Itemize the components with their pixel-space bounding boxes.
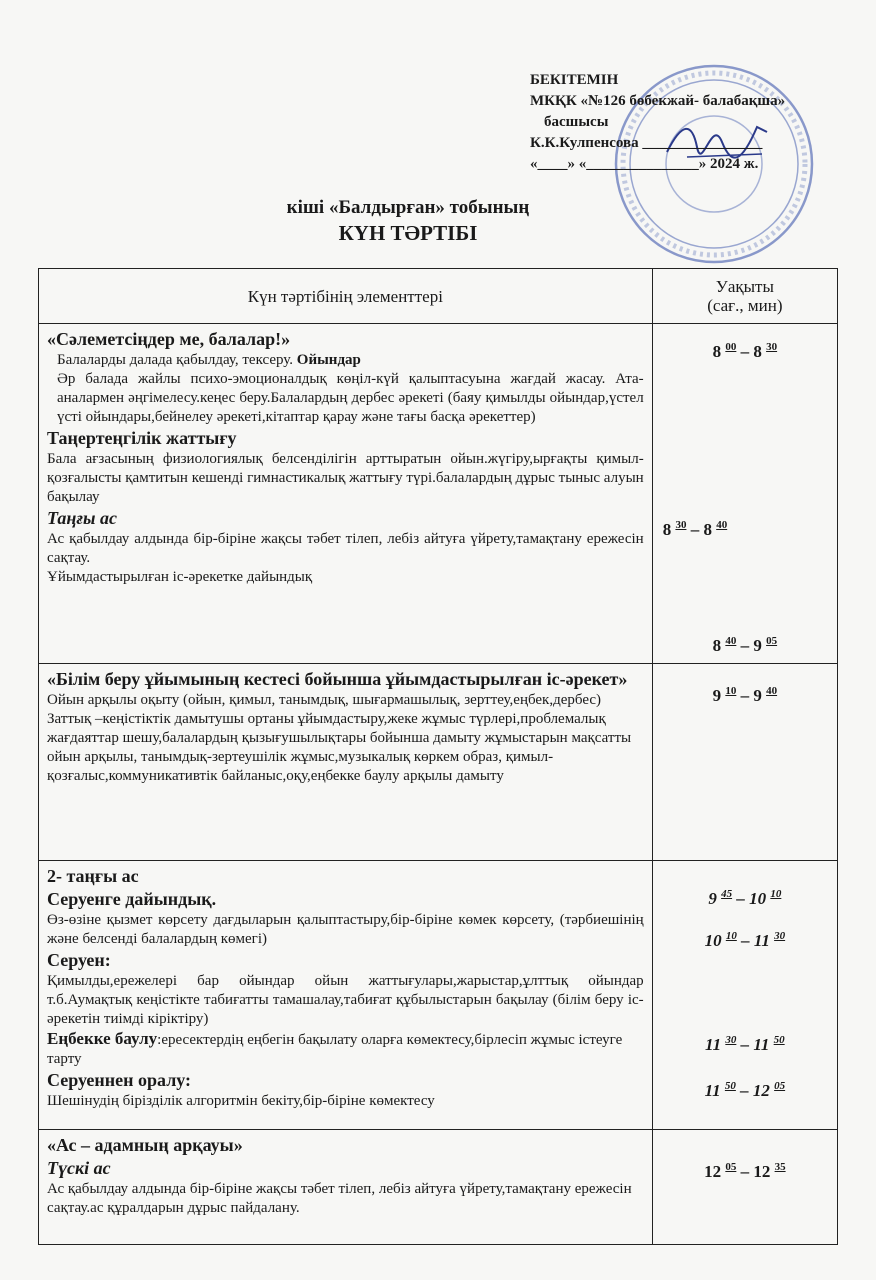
row-3-times [652, 861, 837, 1130]
row-1-prep-text: Ұйымдастырылған іс-әрекетке дайындық [47, 569, 313, 585]
row-1-heading: «Сәлеметсіңдер ме, балалар!» [47, 329, 291, 349]
row-3-walkprep-text: Өз-өзіне қызмет көрсету дағдыларын қалыптастыру,бір-біріне көмек көрсету, (тәрбиешінің және белсенді балалардың көмегі) [47, 912, 644, 947]
row-3-labor [47, 1029, 644, 1069]
table-row [39, 324, 838, 664]
daily-schedule-table [38, 268, 838, 1245]
time-range: 11 $^{50}$ – 12 $^{05}$ [704, 1080, 786, 1100]
approval-date: «____» «_______________» 2024 ж. [530, 156, 759, 172]
row-1-games-label: Ойындар [296, 352, 361, 368]
approval-head-name: К.К.Кулпенсова ________________ [530, 135, 763, 151]
header-time [652, 269, 837, 324]
header-time-unit: (сағ., мин) [707, 296, 783, 315]
row-1-exercise-text: Бала ағзасының физиологиялық белсенділігін арттыратын ойын.жүгіру,ырғақты қимыл-қозғалысты қамтитын кешенді гимнастикалық жаттығу түрі.балалардың дұрыс тыныс алуын бақылау [47, 451, 644, 505]
row-3-return-heading: Серуеннен оралу: [47, 1070, 192, 1090]
time-range: 9 $^{45}$ – 10 $^{10}$ [708, 888, 782, 908]
row-1-elements [39, 324, 653, 664]
table-row [39, 1130, 838, 1245]
table-row [39, 861, 838, 1130]
row-3-labor-text: :ересектердің еңбегін бақылату оларға көмектесу,бірлесіп жұмыс істеуге тарту [47, 1032, 623, 1067]
time-range: 9 $^{10}$ – 9 $^{40}$ [712, 685, 778, 705]
time-range: 8 $^{00}$ – 8 $^{30}$ [712, 341, 778, 361]
row-3-walkprep-heading: Серуенге дайындық. [47, 889, 217, 909]
row-1-breakfast-heading: Таңғы ас [47, 508, 117, 528]
row-3-labor-heading: Еңбекке баулу [47, 1029, 158, 1048]
document-title [0, 196, 876, 246]
approval-title: БЕКІТЕМІН [530, 72, 619, 88]
row-4-times [652, 1130, 837, 1245]
row-1-breakfast-text: Ас қабылдау алдында бір-біріне жақсы тәбет тілеп, лебіз айтуға үйрету,тамақтану ережесін сақтау. [47, 531, 644, 566]
time-range: 8 $^{30}$ – 8 $^{40}$ [662, 519, 728, 539]
header-elements: Күн тәртібінің элементтері [39, 269, 653, 324]
row-3-walk-heading: Серуен: [47, 950, 111, 970]
row-2-elements [39, 664, 653, 861]
row-3-elements [39, 861, 653, 1130]
row-4-lunch-heading: Түскі ас [47, 1158, 111, 1178]
row-1-reception-text: Балаларды далада қабылдау, тексеру. [57, 352, 294, 368]
schedule-title: КҮН ТӘРТІБІ [338, 221, 478, 245]
approval-block [530, 70, 860, 175]
time-range: 10 $^{10}$ – 11 $^{30}$ [704, 930, 786, 950]
row-2-text-2: Заттық –кеңістіктік дамытушы ортаны ұйымдастыру,жеке жұмыс түрлері,проблемалық жағдаяттар шешу,балалардың қызығушылықтары бойынша дамыту жұмыстарын мақсатты ойын арқылы, танымдық-зертеушілік жұмыс,музыкалық көркем образ, қимыл-қозғалыс,коммуникативтік байланыс,оқу,еңбекке баулу арқылы дамыту [47, 711, 632, 784]
row-1-para: Әр балада жайлы психо-эмоционалдық көңіл-күй қалыптасуына жағдай жасау. Ата-аналармен әңгімелесу.кеңес беру.Балалардың дербес әрекеті (баяу қимылды ойындар,үстел үсті ойындары,бейнелеу әрекеті,кітаптар қарау және тағы басқа әрекеттер) [57, 371, 644, 425]
row-2-heading: «Білім беру ұйымының кестесі бойынша ұйымдастырылған іс-әрекет» [47, 669, 628, 689]
time-range: 8 $^{40}$ – 9 $^{05}$ [712, 635, 778, 655]
row-2-text-1: Ойын арқылы оқыту (ойын, қимыл, танымдық, шығармашылық, зерттеу,еңбек,дербес) [47, 692, 602, 708]
row-3-heading: 2- таңғы ас [47, 866, 139, 886]
table-header-row [39, 269, 838, 324]
approval-organization: МКҚК «№126 бөбекжай- балабақша» [530, 93, 786, 109]
row-4-lunch-text: Ас қабылдау алдында бір-біріне жақсы тәбет тілеп, лебіз айтуға үйрету,тамақтану ережесін сақтау.ас құралдарын дұрыс пайдалану. [47, 1181, 632, 1216]
row-1-reception [47, 351, 644, 370]
row-3-return-text: Шешінудің бірізділік алгоритмін бекіту,бір-біріне көмектесу [47, 1093, 435, 1109]
row-4-elements [39, 1130, 653, 1245]
group-name: кіші «Балдырған» тобының [286, 197, 530, 218]
table-row [39, 664, 838, 861]
row-4-heading: «Ас – адамның арқауы» [47, 1135, 243, 1155]
row-1-exercise-heading: Таңертеңгілік жаттығу [47, 428, 237, 448]
time-range: 12 $^{05}$ – 12 $^{35}$ [704, 1161, 786, 1181]
time-range: 11 $^{30}$ – 11 $^{50}$ [705, 1034, 785, 1054]
header-time-label: Уақыты [715, 277, 774, 296]
row-3-walk-text: Қимылды,ережелері бар ойындар ойын жаттығулары,жарыстар,ұлттық ойындар т.б.Аумақтық кеңістікте табиғатты тамашалау,табиғат құбылыстарын бақылау (білім беру іс-әрекетін тиімді кіріктіру) [47, 973, 644, 1027]
row-2-times [652, 664, 837, 861]
approval-position: басшысы [544, 114, 609, 130]
row-1-times [652, 324, 837, 664]
